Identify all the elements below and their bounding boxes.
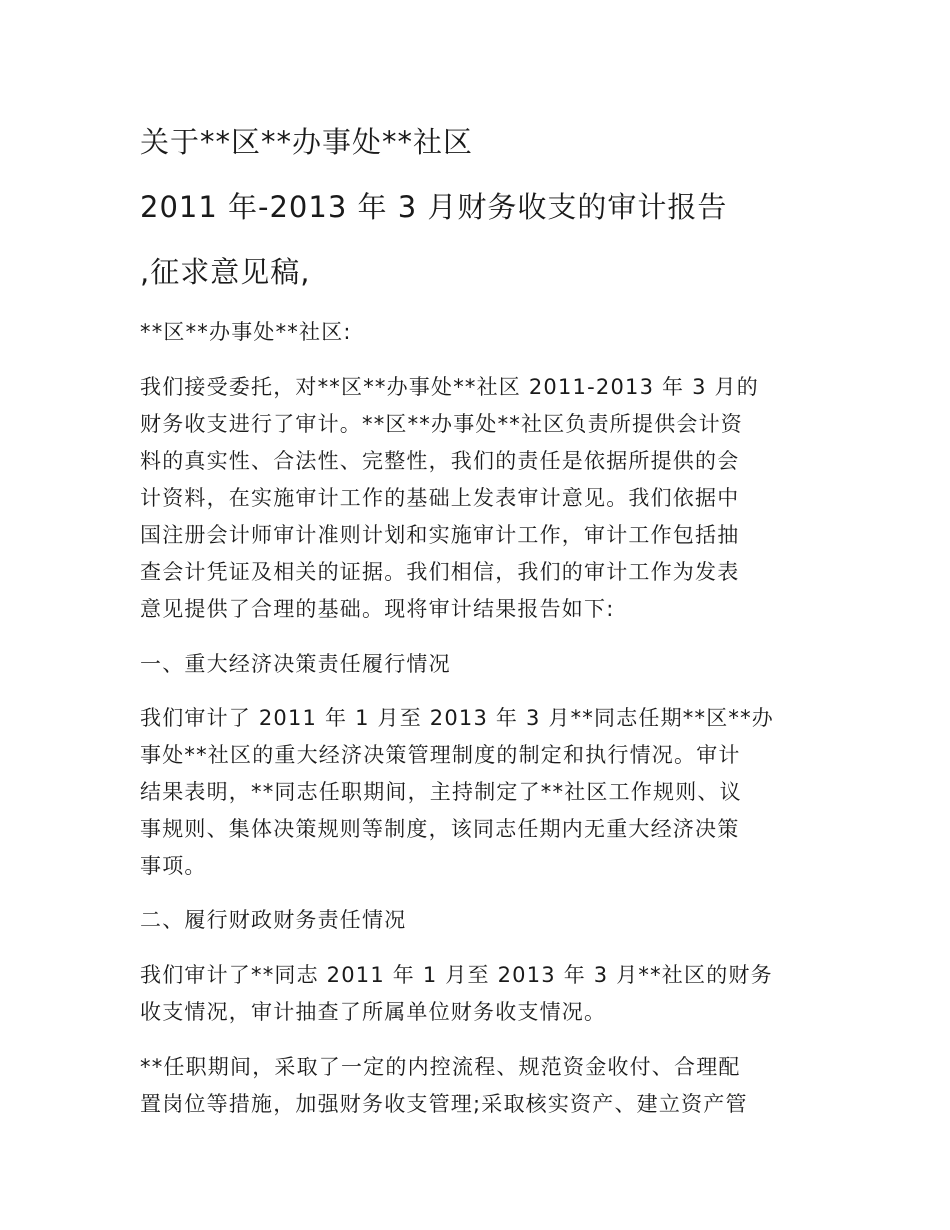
section-2-heading: 二、履行财政财务责任情况 bbox=[140, 908, 407, 932]
paragraph-line: 收支情况，审计抽查了所属单位财务收支情况。 bbox=[140, 1000, 607, 1024]
paragraph-line: 我们接受委托，对**区**办事处**社区 2011-2013 年 3 月的 bbox=[140, 375, 759, 399]
paragraph-line: 意见提供了合理的基础。现将审计结果报告如下: bbox=[140, 597, 615, 621]
paragraph-line: 我们审计了**同志 2011 年 1 月至 2013 年 3 月**社区的财务 bbox=[140, 963, 773, 987]
paragraph-line: 料的真实性、合法性、完整性，我们的责任是依据所提供的会 bbox=[140, 449, 740, 473]
paragraph-line: 结果表明，**同志任职期间，主持制定了**社区工作规则、议 bbox=[140, 780, 742, 804]
paragraph-line: 财务收支进行了审计。**区**办事处**社区负责所提供会计资 bbox=[140, 412, 743, 436]
title-line-1: 关于**区**办事处**社区 bbox=[140, 125, 474, 159]
paragraph-line: 我们审计了 2011 年 1 月至 2013 年 3 月**同志任期**区**办 bbox=[140, 706, 775, 730]
title-line-2: 2011 年-2013 年 3 月财务收支的审计报告 bbox=[140, 190, 728, 224]
paragraph-line: 计资料，在实施审计工作的基础上发表审计意见。我们依据中 bbox=[140, 486, 740, 510]
section-1-heading: 一、重大经济决策责任履行情况 bbox=[140, 652, 451, 676]
paragraph-line: 国注册会计师审计准则计划和实施审计工作，审计工作包括抽 bbox=[140, 523, 740, 547]
paragraph-line: 事处**社区的重大经济决策管理制度的制定和执行情况。审计 bbox=[140, 743, 741, 767]
paragraph-line: **任职期间，采取了一定的内控流程、规范资金收付、合理配 bbox=[140, 1055, 741, 1079]
paragraph-line: 事规则、集体决策规则等制度，该同志任期内无重大经济决策 bbox=[140, 817, 740, 841]
paragraph-line: 置岗位等措施，加强财务收支管理;采取核实资产、建立资产管 bbox=[140, 1092, 748, 1116]
paragraph-line: 查会计凭证及相关的证据。我们相信，我们的审计工作为发表 bbox=[140, 560, 740, 584]
addressee: **区**办事处**社区: bbox=[140, 320, 352, 344]
title-line-3: ,征求意见稿, bbox=[140, 255, 311, 289]
paragraph-line: 事项。 bbox=[140, 854, 207, 878]
